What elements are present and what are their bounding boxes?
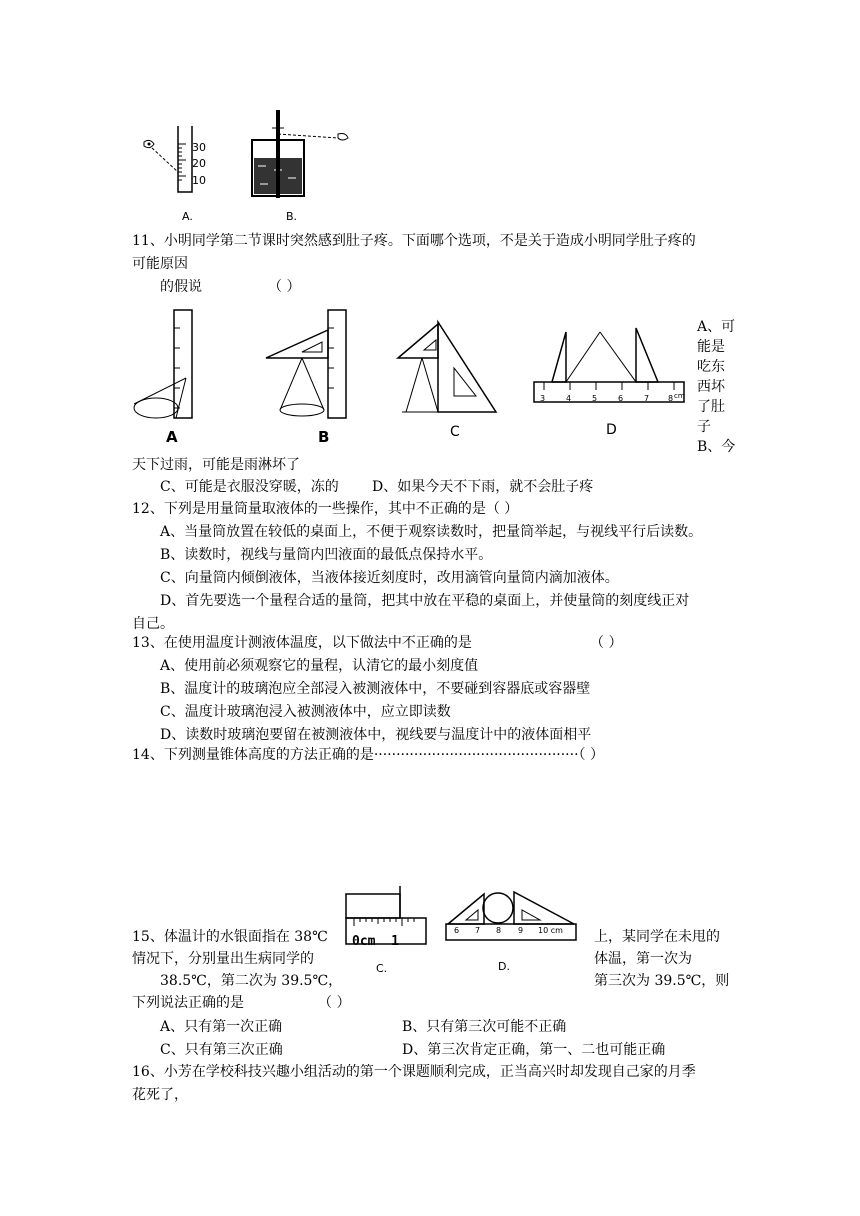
q15-option-c: C、只有第三次正确 [160,1042,283,1058]
scale-10: 10 [192,174,206,187]
q11-answer-paren: （ ） [268,279,301,295]
q12-option-d-line2: 自己。 [132,616,174,632]
q11-line1: 11、小明同学第二节课时突然感到肚子疼。下面哪个选项，不是关于造成小明同学肚子疼的 [132,233,696,249]
fig-label-d-bottom: D. [498,960,510,973]
cone-diagram-a [130,308,216,426]
q12-option-a: A、当量筒放置在较低的桌面上，不便于观察读数时，把量筒举起，与视线平行后读数。 [160,524,703,540]
svg-text:3: 3 [540,394,546,403]
side-line-3: 吃东 [697,359,725,375]
q14-stem: 14、下列测量锥体高度的方法正确的是··············································（ ） [132,747,604,763]
svg-text:5: 5 [592,394,598,403]
cone-diagram-d [530,322,690,408]
q11-line4: 天下过雨，可能是雨淋坏了 [132,457,300,473]
fig-label-c: C [450,424,460,440]
q11-line3: 的假说 [160,279,202,295]
q13-answer-paren: （ ） [590,635,623,651]
side-line-1: A、可 [697,319,736,335]
scale-30: 30 [192,141,206,154]
q15-line1-left: 15、体温计的水银面指在 38℃ [132,929,328,945]
q16-line2: 花死了， [132,1087,188,1103]
side-line-4: 西坏 [697,379,725,395]
q12-option-b: B、读数时，视线与量筒内凹液面的最低点保持水平。 [160,547,493,563]
q13-option-c: C、温度计玻璃泡浸入被测液体中，应立即读数 [160,704,451,720]
q15-line4: 下列说法正确的是 [132,995,244,1011]
q11-option-d: D、如果今天不下雨，就不会肚子疼 [372,479,594,495]
q12-option-d-line1: D、首先要选一个量程合适的量筒，把其中放在平稳的桌面上，并使量筒的刻度线正对 [160,593,690,609]
cone-diagram-b [262,308,362,426]
ruler-d-tick-7: 7 [475,926,481,935]
side-line-5: 了肚 [697,399,725,415]
svg-text:8: 8 [668,394,674,403]
cylinder-reading-diagram [140,120,220,200]
fig-label-c-bottom: C. [376,962,388,975]
q13-option-a: A、使用前必须观察它的量程，认清它的最小刻度值 [160,658,479,674]
side-line-6: 子 [697,419,711,435]
ruler-c-scale: 0cm 1 [352,934,399,949]
fig-label-a: A [166,428,178,446]
svg-text:4: 4 [566,394,572,403]
fig-label-d: D [606,422,617,438]
q15-line2-right: 体温，第一次为 [594,951,692,967]
q15-option-b: B、只有第三次可能不正确 [402,1019,567,1035]
svg-text:6: 6 [618,394,624,403]
ruler-d-tick-10: 10 cm [538,926,563,935]
q13-option-b: B、温度计的玻璃泡应全部浸入被测液体中，不要碰到容器底或容器壁 [160,681,591,697]
beaker-thermometer-diagram [246,108,356,200]
q15-answer-paren: （ ） [318,995,351,1011]
q11-line2: 可能原因 [132,256,188,272]
q11-option-c: C、可能是衣服没穿暖，冻的 [160,479,339,495]
q13-stem: 13、在使用温度计测液体温度，以下做法中不正确的是 [132,635,472,651]
fig-label-a-top: A. [182,210,193,223]
fig-label-b-top: B. [286,210,298,223]
q16-line1: 16、小芳在学校科技兴趣小组活动的第一个课题顺利完成，正当高兴时却发现自己家的月季 [132,1064,696,1080]
fig-label-b: B [318,428,330,446]
q15-line1-right: 上，某同学在未甩的 [594,929,720,945]
q13-option-d: D、读数时玻璃泡要留在被测液体中，视线要与温度计中的液体面相平 [160,727,592,743]
ruler-d-tick-9: 9 [518,926,524,935]
svg-text:7: 7 [644,394,650,403]
ruler-d-tick-8: 8 [496,926,502,935]
cone-diagram-c [392,318,502,418]
side-line-2: 能是 [697,339,725,355]
q12-option-c: C、向量筒内倾倒液体，当液体接近刻度时，改用滴管向量筒内滴加液体。 [160,570,619,586]
q12-stem: 12、下列是用量筒量取液体的一些操作，其中不正确的是（ ） [132,501,519,517]
q15-line3-right: 第三次为 39.5℃，则 [594,973,730,989]
ruler-d-tick-6: 6 [454,926,460,935]
q15-option-a: A、只有第一次正确 [160,1019,283,1035]
ruler-diagram-d [444,884,580,944]
scale-20: 20 [192,157,206,170]
q15-option-d: D、第三次肯定正确，第一、二也可能正确 [402,1042,666,1058]
q15-line3-left: 38.5℃，第二次为 39.5℃， [160,973,343,989]
q15-line2-left: 情况下，分别量出生病同学的 [132,951,314,967]
side-line-7: B、今 [697,439,736,455]
ruler-unit-label: cm [674,392,685,400]
